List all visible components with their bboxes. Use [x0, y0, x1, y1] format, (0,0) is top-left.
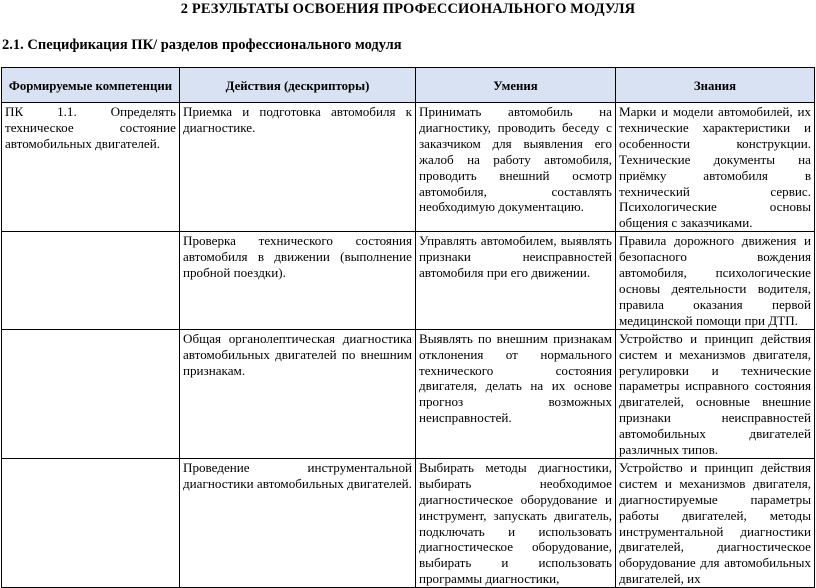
- header-competencies: Формируемые компетенции: [2, 68, 180, 103]
- specification-table: [1, 67, 815, 588]
- competence-cell-continued: [2, 232, 180, 329]
- subsection-title: 2.1. Спецификация ПК/ разделов профессионального модуля: [2, 37, 402, 53]
- action-cell: Приемка и подготовка автомобиля к диагностике.: [180, 103, 416, 232]
- table-row: [2, 458, 815, 587]
- table-row: [2, 232, 815, 329]
- skill-cell: Управлять автомобилем, выявлять признаки неисправностей автомобиля при его движении.: [416, 232, 616, 329]
- knowledge-cell: Правила дорожного движения и безопасного вождения автомобиля, психологические основы деятельности водителя, правила оказания первой медицинской помощи при ДТП.: [616, 232, 815, 329]
- table-header-row: [2, 68, 815, 103]
- knowledge-cell: Устройство и принцип действия систем и механизмов двигателя, регулировки и технические параметры исправного состояния двигателей, основные внешние признаки неисправностей автомобильных двигателей различных типов.: [616, 329, 815, 458]
- header-knowledge: Знания: [616, 68, 815, 103]
- table-row: [2, 103, 815, 232]
- competence-cell: ПК 1.1. Определять техническое состояние автомобильных двигателей.: [2, 103, 180, 232]
- competence-cell-continued: [2, 329, 180, 458]
- action-cell: Проверка технического состояния автомобиля в движении (выполнение пробной поездки).: [180, 232, 416, 329]
- skill-cell: Принимать автомобиль на диагностику, проводить беседу с заказчиком для выявления его жалоб на работу автомобиля, проводить внешний осмотр автомобиля, составлять необходимую документацию.: [416, 103, 616, 232]
- action-cell: Общая органолептическая диагностика автомобильных двигателей по внешним признакам.: [180, 329, 416, 458]
- action-cell: Проведение инструментальной диагностики автомобильных двигателей.: [180, 458, 416, 587]
- knowledge-cell: Устройство и принцип действия систем и механизмов двигателя, диагностируемые параметры работы двигателей, методы инструментальной диагностики двигателей, диагностическое оборудование для автомобильных двигателей, их: [616, 458, 815, 587]
- table-row: [2, 329, 815, 458]
- header-skills: Умения: [416, 68, 616, 103]
- header-actions: Действия (дескрипторы): [180, 68, 416, 103]
- section-title: 2 РЕЗУЛЬТАТЫ ОСВОЕНИЯ ПРОФЕССИОНАЛЬНОГО МОДУЛЯ: [180, 1, 636, 17]
- knowledge-cell: Марки и модели автомобилей, их технические характеристики и особенности конструкции. Технические документы на приёмку автомобиля в технический сервис. Психологические основы общения с заказчиками.: [616, 103, 815, 232]
- competence-cell-continued: [2, 458, 180, 587]
- skill-cell: Выявлять по внешним признакам отклонения от нормального технического состояния двигателя, делать на их основе прогноз возможных неисправностей.: [416, 329, 616, 458]
- skill-cell: Выбирать методы диагностики, выбирать необходимое диагностическое оборудование и инструмент, запускать двигатель, подключать и использовать диагностическое оборудование, выбирать и использовать программы диагностики,: [416, 458, 616, 587]
